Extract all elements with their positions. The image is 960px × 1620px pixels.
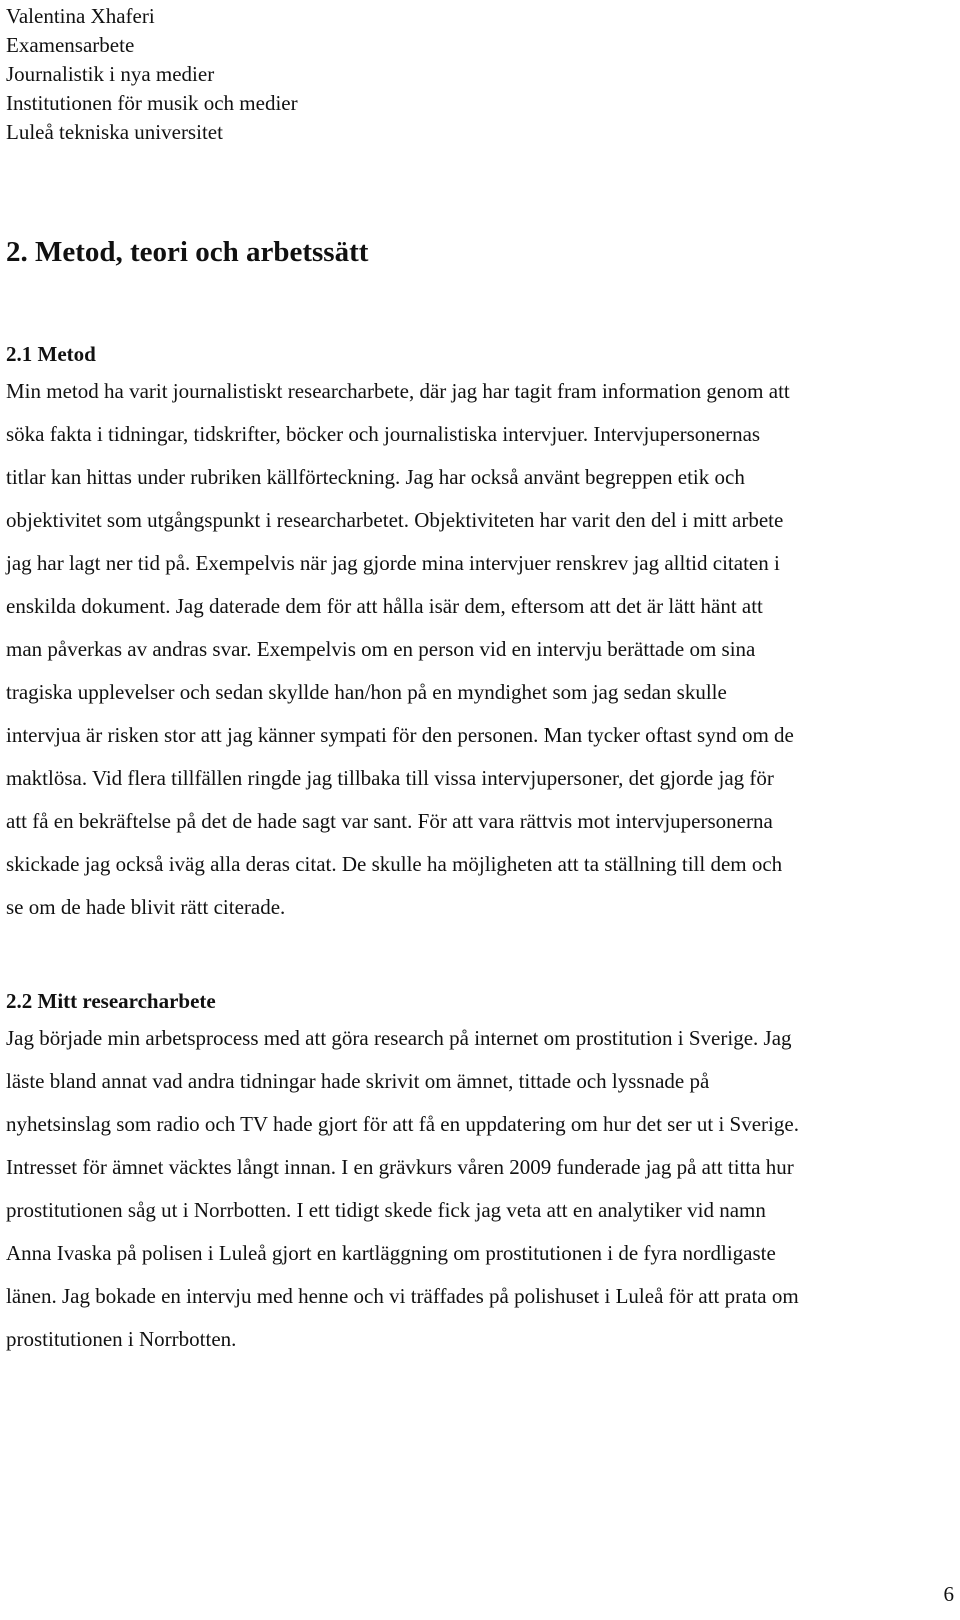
author-header [6, 2, 942, 147]
paragraph-line: enskilda dokument. Jag daterade dem för att hålla isär dem, eftersom att det är lätt hänt att [6, 594, 763, 618]
paragraph-line: tragiska upplevelser och sedan skyllde han/hon på en myndighet som jag sedan skulle [6, 680, 727, 704]
paragraph-line: att få en bekräftelse på det de hade sagt var sant. För att vara rättvis mot intervjupersonerna [6, 809, 773, 833]
chapter-title: 2. Metod, teori och arbetssätt [6, 236, 369, 268]
paragraph-line: prostitutionen i Norrbotten. [6, 1327, 237, 1351]
paragraph-line: Min metod ha varit journalistiskt researcharbete, där jag har tagit fram information genom att [6, 379, 790, 403]
department-name: Institutionen för musik och medier [6, 91, 298, 115]
section-paragraph-researcharbete [6, 1017, 942, 1361]
paragraph-line: se om de hade blivit rätt citerade. [6, 895, 286, 919]
paragraph-line: titlar kan hittas under rubriken källförteckning. Jag har också använt begreppen etik och [6, 465, 745, 489]
university-name: Luleå tekniska universitet [6, 120, 223, 144]
author-name: Valentina Xhaferi [6, 4, 155, 28]
section-title-researcharbete: 2.2 Mitt researcharbete [6, 989, 216, 1013]
paragraph-line: läste bland annat vad andra tidningar hade skrivit om ämnet, tittade och lyssnade på [6, 1069, 710, 1093]
paragraph-line: maktlösa. Vid flera tillfällen ringde jag tillbaka till vissa intervjupersoner, det gjorde jag för [6, 766, 774, 790]
paragraph-line: prostitutionen såg ut i Norrbotten. I ett tidigt skede fick jag veta att en analytiker vid namn [6, 1198, 766, 1222]
paragraph-line: Intresset för ämnet väcktes långt innan. I en grävkurs våren 2009 funderade jag på att titta hur [6, 1155, 794, 1179]
paragraph-line: jag har lagt ner tid på. Exempelvis när jag gjorde mina intervjuer renskrev jag alltid citaten i [6, 551, 780, 575]
paragraph-line: söka fakta i tidningar, tidskrifter, böcker och journalistiska intervjuer. Intervjupersonernas [6, 422, 761, 446]
section-paragraph-metod [6, 370, 942, 929]
page-number: 6 [943, 1582, 954, 1606]
paragraph-line: Anna Ivaska på polisen i Luleå gjort en kartläggning om prostitutionen i de fyra nordligaste [6, 1241, 776, 1265]
document-page [6, 0, 942, 1361]
section-title-metod: 2.1 Metod [6, 342, 96, 366]
paragraph-line: Jag började min arbetsprocess med att göra research på internet om prostitution i Sverige. Jag [6, 1026, 792, 1050]
paragraph-line: länen. Jag bokade en intervju med henne och vi träffades på polishuset i Luleå för att prata om [6, 1284, 799, 1308]
paragraph-line: nyhetsinslag som radio och TV hade gjort för att få en uppdatering om hur det ser ut i Sverige. [6, 1112, 799, 1136]
paragraph-line: man påverkas av andras svar. Exempelvis om en person vid en intervju berättade om sina [6, 637, 756, 661]
paragraph-line: objektivitet som utgångspunkt i researcharbetet. Objektiviteten har varit den del i mitt arbete [6, 508, 784, 532]
document-type: Examensarbete [6, 33, 135, 57]
program-name: Journalistik i nya medier [6, 62, 215, 86]
paragraph-line: skickade jag också iväg alla deras citat. De skulle ha möjligheten att ta ställning till dem och [6, 852, 783, 876]
paragraph-line: intervjua är risken stor att jag känner sympati för den personen. Man tycker oftast synd om de [6, 723, 794, 747]
